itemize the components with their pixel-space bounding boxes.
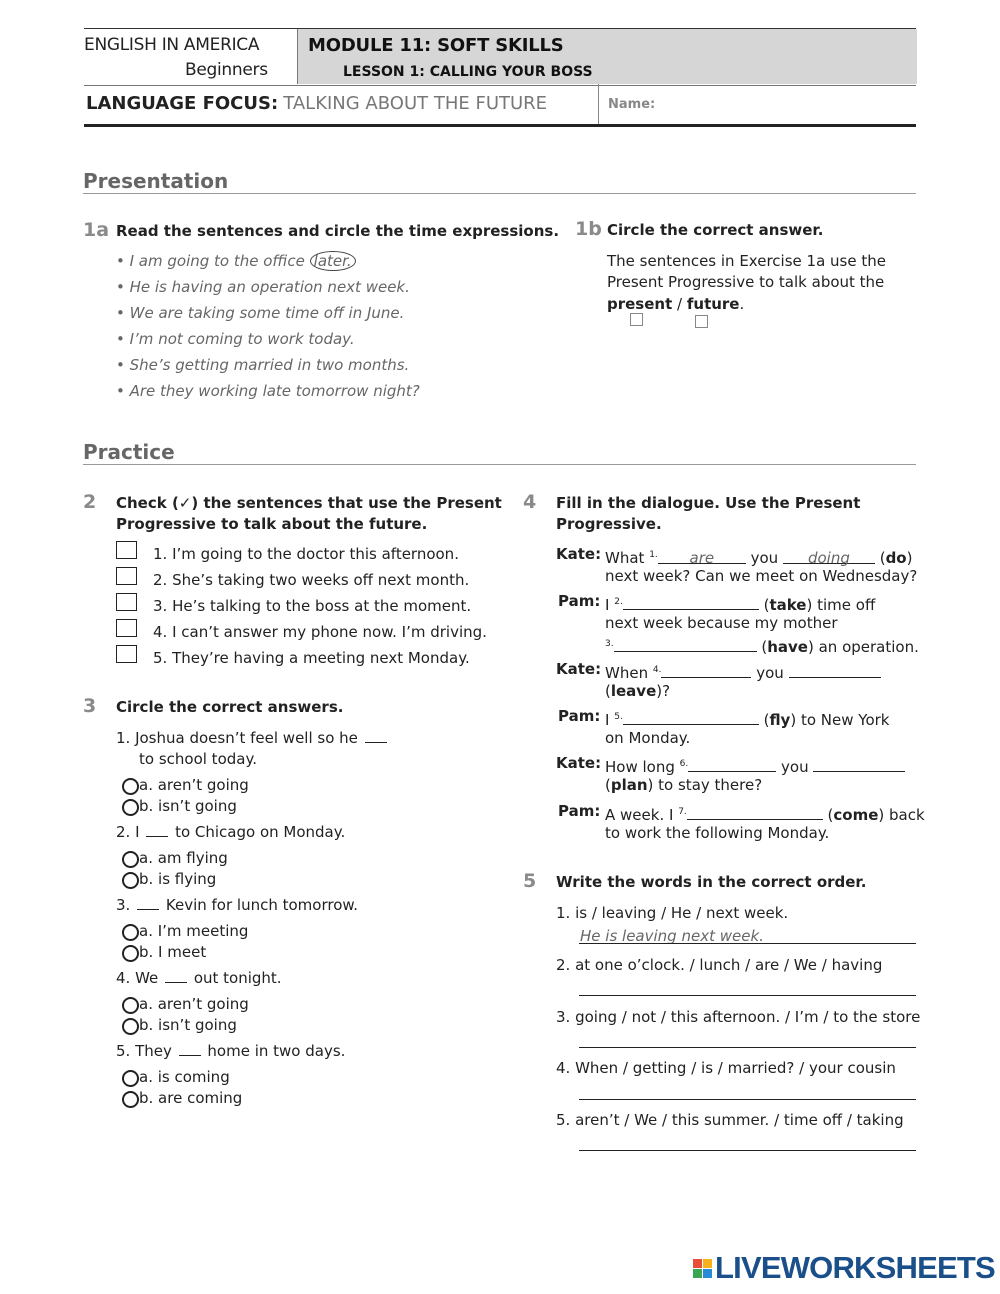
header-rule xyxy=(84,124,916,127)
dialogue-line-5-cont: on Monday. xyxy=(605,729,691,747)
ex5-item-5: 5. aren’t / We / this summer. / time off / taking xyxy=(556,1111,904,1129)
dialogue-text: you xyxy=(781,758,809,776)
question-text-post: home in two days. xyxy=(207,1042,346,1060)
exercise-1a-title: Read the sentences and circle the time expressions. xyxy=(116,222,560,240)
ex2-item-3: 3. He’s talking to the boss at the moment. xyxy=(153,597,472,615)
ex3-q4-option-b-circle[interactable] xyxy=(122,1018,139,1035)
dialogue-text: What xyxy=(605,549,645,567)
exercise-4-title-2: Progressive. xyxy=(556,515,662,533)
answer-blank-1b[interactable]: doing xyxy=(783,548,875,564)
dialogue-text: ) back xyxy=(878,806,925,824)
ex5-example-answer: He is leaving next week. xyxy=(580,927,764,945)
dialogue-text: you xyxy=(756,664,784,682)
ex5-answer-line-3[interactable] xyxy=(579,1047,916,1048)
question-text: 4. We xyxy=(116,969,159,987)
module-title: MODULE 11: SOFT SKILLS xyxy=(308,35,564,56)
verb-have: have xyxy=(767,638,808,656)
blank-number: 5. xyxy=(614,712,623,722)
dialogue-text: When xyxy=(605,664,649,682)
ex3-q2-option-a-circle[interactable] xyxy=(122,851,139,868)
question-text: 5. They xyxy=(116,1042,172,1060)
ex5-item-2: 2. at one o’clock. / lunch / are / We / having xyxy=(556,956,883,974)
exercise-2-title-2: Progressive to talk about the future. xyxy=(116,515,428,533)
answer-blank-4[interactable] xyxy=(661,662,751,678)
dialogue-text: I xyxy=(605,596,610,614)
verb-fly: fly xyxy=(769,711,791,729)
ex2-item-5: 5. They’re having a meeting next Monday. xyxy=(153,649,470,667)
slash: / xyxy=(672,295,687,313)
question-text-post: out tonight. xyxy=(193,969,282,987)
question-text-post: to Chicago on Monday. xyxy=(175,823,346,841)
sentence-1a-6[interactable]: • Are they working late tomorrow night? xyxy=(116,382,420,400)
logo-square xyxy=(703,1259,712,1268)
sentence-text: • I am going to the office xyxy=(116,252,310,270)
ex3-q4-option-a: a. aren’t going xyxy=(139,995,249,1013)
answer-blank-1[interactable]: are xyxy=(658,548,746,564)
ex3-q4-option-a-circle[interactable] xyxy=(122,997,139,1014)
exercise-2-number: 2 xyxy=(83,491,97,513)
dialogue-text: you xyxy=(750,549,779,567)
exercise-2-title-1: Check (✓) the sentences that use the Present xyxy=(116,494,502,512)
question-blank xyxy=(179,1054,201,1056)
exercise-4-number: 4 xyxy=(523,491,537,513)
blank-number: 7. xyxy=(678,807,687,817)
exercise-5-title: Write the words in the correct order. xyxy=(556,873,867,891)
exercise-1a-number: 1a xyxy=(83,219,110,241)
dialogue-text: ) to New York xyxy=(790,711,890,729)
ex3-q3-option-b: b. I meet xyxy=(139,943,207,961)
ex3-question-1 xyxy=(116,728,389,749)
ex5-answer-line-2[interactable] xyxy=(579,995,916,996)
ex3-q3-option-a-circle[interactable] xyxy=(122,924,139,941)
ex5-answer-line-1[interactable] xyxy=(579,943,916,944)
dialogue-text: A week. I xyxy=(605,806,674,824)
ex5-item-1: 1. is / leaving / He / next week. xyxy=(556,904,789,922)
question-text: 3. xyxy=(116,896,131,914)
language-focus xyxy=(86,93,547,114)
header-module-box xyxy=(297,29,917,84)
answer-blank-6[interactable] xyxy=(688,756,776,772)
option-future: future xyxy=(686,295,740,313)
exercise-4-title-1: Fill in the dialogue. Use the Present xyxy=(556,494,861,512)
paren: ( xyxy=(879,549,886,567)
name-field[interactable] xyxy=(660,88,912,120)
answer-blank-5[interactable] xyxy=(623,709,759,725)
ex2-item-2: 2. She’s taking two weeks off next month. xyxy=(153,571,470,589)
dialogue-text: How long xyxy=(605,758,675,776)
ex5-answer-line-5[interactable] xyxy=(579,1150,916,1151)
answer-blank-3[interactable] xyxy=(614,636,757,652)
ex3-q5-option-b: b. are coming xyxy=(139,1089,243,1107)
answer-blank-6b[interactable] xyxy=(813,756,905,772)
dialogue-line-5: I $^{5.}$ (fly) to New York xyxy=(605,711,890,729)
answer-blank-4b[interactable] xyxy=(789,662,881,678)
ex3-q5-option-a: a. is coming xyxy=(139,1068,230,1086)
exercise-5-number: 5 xyxy=(523,870,537,892)
language-focus-label: LANGUAGE FOCUS: xyxy=(86,93,279,114)
name-separator xyxy=(598,84,599,124)
dialogue-line-3: $^{3.}$ (have) an operation. xyxy=(605,638,919,656)
question-blank xyxy=(365,741,387,743)
ex3-q1-option-b-circle[interactable] xyxy=(122,799,139,816)
answer-blank-7[interactable] xyxy=(687,804,823,820)
practice-rule xyxy=(83,464,916,465)
ex3-question-4 xyxy=(116,968,282,989)
exercise-1b-line3 xyxy=(607,294,744,315)
header-course-box xyxy=(84,29,296,84)
blank-number: 3. xyxy=(605,639,614,649)
practice-heading: Practice xyxy=(83,440,175,464)
ex3-q3-option-b-circle[interactable] xyxy=(122,945,139,962)
ex2-item-1: 1. I’m going to the doctor this afternoon. xyxy=(153,545,459,563)
question-text-post: Kevin for lunch tomorrow. xyxy=(165,896,359,914)
blank-number: 6. xyxy=(679,759,689,769)
lesson-title: LESSON 1: CALLING YOUR BOSS xyxy=(343,64,593,80)
speaker-pam-1: Pam: xyxy=(558,592,601,610)
ex3-q2-option-a: a. am flying xyxy=(139,849,228,867)
ex5-item-4: 4. When / getting / is / married? / your cousin xyxy=(556,1059,896,1077)
paren: ) xyxy=(906,549,913,567)
dialogue-text: ) to stay there? xyxy=(647,776,763,794)
ex5-answer-line-4[interactable] xyxy=(579,1099,916,1100)
ex2-checkbox-2[interactable] xyxy=(116,567,137,585)
exercise-1b-title: Circle the correct answer. xyxy=(607,221,824,239)
option-present: present xyxy=(607,295,673,313)
dialogue-line-2: I $^{2.}$ (take) time off xyxy=(605,596,876,614)
ex5-item-3: 3. going / not / this afternoon. / I’m / to the store xyxy=(556,1008,921,1026)
ex3-question-3 xyxy=(116,895,358,916)
ex2-checkbox-3[interactable] xyxy=(116,593,137,611)
verb-plan: plan xyxy=(610,776,648,794)
dialogue-text: ) an operation. xyxy=(807,638,919,656)
exercise-1b-number: 1b xyxy=(575,218,602,240)
sentence-1a-5[interactable]: • She’s getting married in two months. xyxy=(116,356,410,374)
ex3-question-5 xyxy=(116,1041,345,1062)
dialogue-text: )? xyxy=(656,682,671,700)
circled-time-expression[interactable]: later. xyxy=(310,251,356,271)
question-blank xyxy=(137,908,159,910)
future-checkbox[interactable] xyxy=(695,315,708,328)
dialogue-line-4-cont: (leave)? xyxy=(605,682,671,700)
blank-number: 2. xyxy=(614,597,623,607)
ex3-q2-option-b-circle[interactable] xyxy=(122,872,139,889)
ex3-q2-option-b: b. is flying xyxy=(139,870,217,888)
ex3-question-2 xyxy=(116,822,345,843)
blank-number: 4. xyxy=(652,665,662,675)
answer-blank-2[interactable] xyxy=(623,594,759,610)
verb-come: come xyxy=(833,806,879,824)
dialogue-text: I xyxy=(605,711,610,729)
ex3-q1-option-b: b. isn’t going xyxy=(139,797,237,815)
name-label: Name: xyxy=(608,97,656,112)
question-text: 2. I xyxy=(116,823,140,841)
logo-square xyxy=(703,1269,712,1278)
ex3-q4-option-b: b. isn’t going xyxy=(139,1016,237,1034)
question-blank xyxy=(165,981,187,983)
speaker-kate-2: Kate: xyxy=(556,660,602,678)
speaker-kate-3: Kate: xyxy=(556,754,602,772)
period: . xyxy=(739,295,745,313)
presentation-heading: Presentation xyxy=(83,169,229,193)
dialogue-line-6-cont: (plan) to stay there? xyxy=(605,776,763,794)
verb-do: do xyxy=(885,549,907,567)
ex3-q1-option-a-circle[interactable] xyxy=(122,778,139,795)
dialogue-text: ) time off xyxy=(806,596,876,614)
present-checkbox[interactable] xyxy=(630,313,643,326)
question-blank xyxy=(146,835,168,837)
ex2-checkbox-5[interactable] xyxy=(116,645,137,663)
dialogue-line-7-cont: to work the following Monday. xyxy=(605,824,830,842)
ex2-checkbox-1[interactable] xyxy=(116,541,137,559)
exercise-3-title: Circle the correct answers. xyxy=(116,698,344,716)
speaker-pam-2: Pam: xyxy=(558,707,601,725)
logo-square xyxy=(693,1259,702,1268)
ex3-q3-option-a: a. I’m meeting xyxy=(139,922,249,940)
ex2-item-4: 4. I can’t answer my phone now. I’m driving. xyxy=(153,623,487,641)
dialogue-line-2-cont: next week because my mother xyxy=(605,614,838,632)
logo-square xyxy=(693,1269,702,1278)
liveworksheets-logo-icon xyxy=(693,1259,713,1279)
sentence-1a-2[interactable]: • He is having an operation next week. xyxy=(116,278,410,296)
ex3-q5-option-b-circle[interactable] xyxy=(122,1091,139,1108)
ex3-q1-option-a: a. aren’t going xyxy=(139,776,249,794)
blank-number: 1. xyxy=(649,550,658,560)
course-title: ENGLISH IN AMERICA xyxy=(84,35,260,55)
sentence-1a-1 xyxy=(116,252,356,270)
liveworksheets-logo-text: LIVEWORKSHEETS xyxy=(715,1250,995,1285)
question-text: 1. Joshua doesn’t feel well so he xyxy=(116,729,358,747)
presentation-rule xyxy=(83,193,916,194)
language-focus-topic: TALKING ABOUT THE FUTURE xyxy=(283,93,548,114)
ex3-question-1-cont: to school today. xyxy=(139,750,257,768)
dialogue-line-7: A week. I $^{7.}$ (come) back xyxy=(605,806,925,824)
ex3-q5-option-a-circle[interactable] xyxy=(122,1070,139,1087)
speaker-pam-3: Pam: xyxy=(558,802,601,820)
dialogue-line-1-cont: next week? Can we meet on Wednesday? xyxy=(605,567,918,585)
verb-leave: leave xyxy=(610,682,657,700)
ex2-checkbox-4[interactable] xyxy=(116,619,137,637)
sentence-1a-3[interactable]: • We are taking some time off in June. xyxy=(116,304,405,322)
speaker-kate-1: Kate: xyxy=(556,545,602,563)
exercise-3-number: 3 xyxy=(83,695,97,717)
exercise-1b-line1: The sentences in Exercise 1a use the xyxy=(607,252,886,270)
verb-take: take xyxy=(769,596,807,614)
exercise-1b-line2: Present Progressive to talk about the xyxy=(607,273,885,291)
course-level: Beginners xyxy=(185,60,268,80)
sentence-1a-4[interactable]: • I’m not coming to work today. xyxy=(116,330,355,348)
